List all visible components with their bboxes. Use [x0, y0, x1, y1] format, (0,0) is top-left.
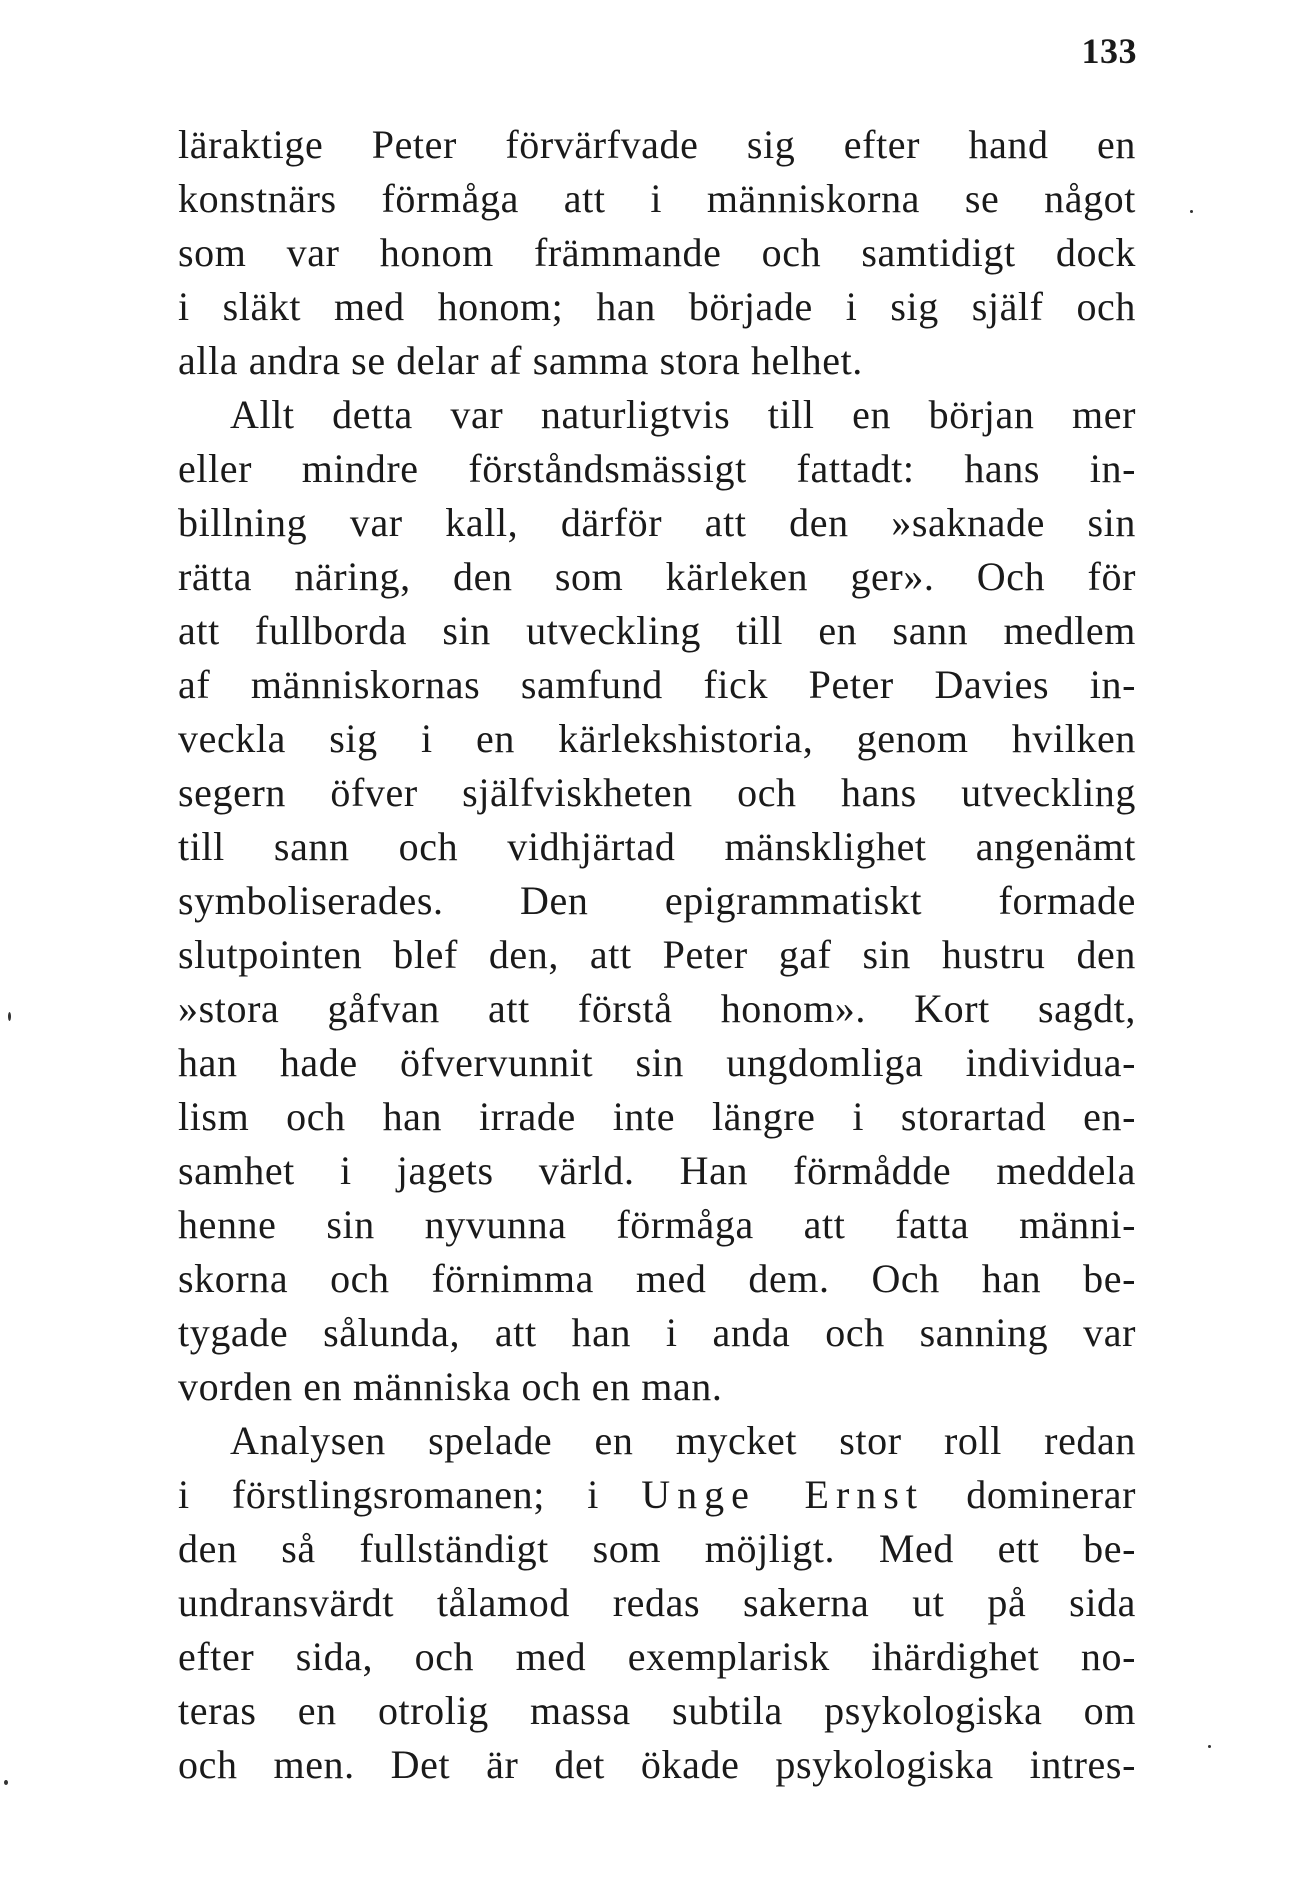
text-line-with-title — [178, 1468, 1136, 1522]
text-line: segern öfver själfviskheten och hans utveckling — [178, 770, 1136, 815]
book-title: Unge Ernst — [641, 1472, 924, 1517]
text-line: läraktige Peter förvärfvade sig efter hand en — [178, 122, 1136, 167]
text-line: konstnärs förmåga att i människorna se något — [178, 176, 1136, 221]
text-line: veckla sig i en kärlekshistoria, genom hvilken — [178, 716, 1136, 761]
text-line: billning var kall, därför att den »saknade sin — [178, 500, 1136, 545]
text-line: af människornas samfund fick Peter Davies in- — [178, 662, 1136, 707]
text-line: samhet i jagets värld. Han förmådde meddela — [178, 1148, 1136, 1193]
text-line: efter sida, och med exemplarisk ihärdighet no- — [178, 1634, 1136, 1679]
page-number: 133 — [1081, 31, 1137, 71]
text-line: vorden en människa och en man. — [178, 1364, 723, 1409]
text-line: rätta näring, den som kärleken ger». Och för — [178, 554, 1136, 599]
text-line: han hade öfvervunnit sin ungdomliga individua- — [178, 1040, 1136, 1085]
text-line: slutpointen blef den, att Peter gaf sin hustru den — [178, 932, 1136, 977]
text-line: »stora gåfvan att förstå honom». Kort sagdt, — [178, 986, 1136, 1031]
scan-speck — [1208, 1745, 1211, 1748]
text-line: henne sin nyvunna förmåga att fatta männi- — [178, 1202, 1136, 1247]
text-line: till sann och vidhjärtad mänsklighet angenämt — [178, 824, 1136, 869]
text-line: teras en otrolig massa subtila psykologiska om — [178, 1688, 1136, 1733]
text-line: undransvärdt tålamod redas sakerna ut på sida — [178, 1580, 1136, 1625]
text-line: lism och han irrade inte längre i storartad en- — [178, 1094, 1136, 1139]
text-line: och men. Det är det ökade psykologiska intres- — [178, 1742, 1136, 1787]
text-line: som var honom främmande och samtidigt dock — [178, 230, 1136, 275]
text-line: skorna och förnimma med dem. Och han be- — [178, 1256, 1136, 1301]
text-segment: dominerar — [923, 1472, 1136, 1517]
text-line: att fullborda sin utveckling till en sann medlem — [178, 608, 1136, 653]
scan-speck — [8, 1012, 11, 1021]
paragraph-start-line: Allt detta var naturligtvis till en början mer — [230, 392, 1136, 437]
text-line: den så fullständigt som möjligt. Med ett be- — [178, 1526, 1136, 1571]
text-segment: i förstlingsromanen; i — [178, 1472, 642, 1517]
text-line: eller mindre förståndsmässigt fattadt: hans in- — [178, 446, 1136, 491]
body-text — [178, 118, 1136, 1792]
text-line: alla andra se delar af samma stora helhet. — [178, 338, 863, 383]
scan-speck — [1190, 210, 1193, 213]
paragraph-start-line: Analysen spelade en mycket stor roll redan — [230, 1418, 1136, 1463]
text-line: symboliserades. Den epigrammatiskt formade — [178, 878, 1136, 923]
scan-speck — [4, 1780, 8, 1785]
text-line: i släkt med honom; han började i sig själf och — [178, 284, 1136, 329]
text-line: tygade sålunda, att han i anda och sanning var — [178, 1310, 1136, 1355]
